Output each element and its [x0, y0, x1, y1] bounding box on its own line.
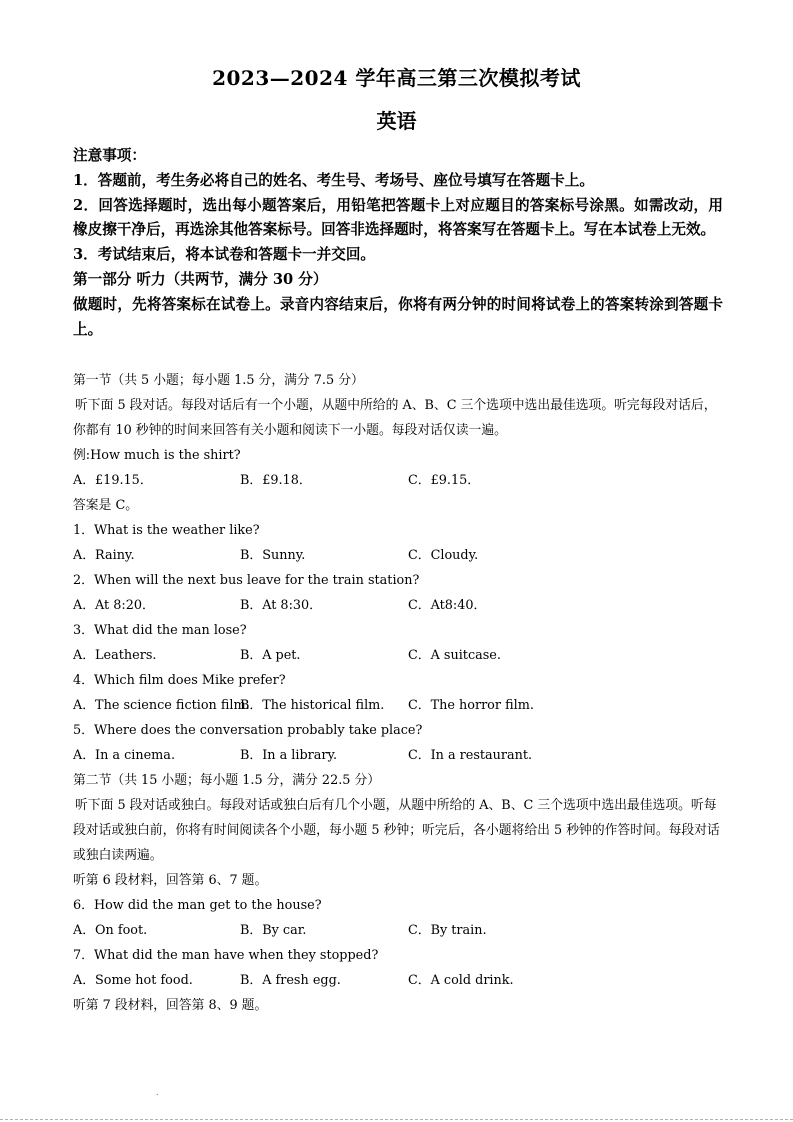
- section1-heading: 第一节（共 5 小题；每小题 1.5 分，满分 7.5 分）: [73, 373, 364, 388]
- question-5-option-a: A．In a cinema.: [73, 748, 176, 763]
- question-6-option-a: A．On foot.: [73, 923, 148, 938]
- section2-instructions: 听下面 5 段对话或独白。每段对话或独白后有几个小题，从题中所给的 A、B、C 三个选项中选出最佳选项。听每段对话或独白前，你将有时间阅读各个小题，每小题 5 秒钟；听完后，各小题将给出 5 秒钟的作答时间。每段对话或独白读两遍。: [73, 798, 720, 863]
- section2-heading: 第二节（共 15 小题；每小题 1.5 分，满分 22.5 分）: [73, 773, 381, 788]
- material-7-note: 听第 7 段材料，回答第 8、9 题。: [73, 998, 268, 1013]
- question-6-option-b: B．By car.: [240, 923, 307, 938]
- question-2: 2．When will the next bus leave for the train station?: [73, 573, 420, 588]
- example-option-a: A．£19.15．: [73, 473, 153, 488]
- notes-block: [73, 144, 723, 342]
- page-bottom-rule: [0, 1119, 793, 1120]
- question-1: 1．What is the weather like?: [73, 523, 260, 538]
- question-7-option-b: B．A fresh egg.: [240, 973, 341, 988]
- question-2-option-b: B．At 8:30．: [240, 598, 322, 613]
- material-6-note: 听第 6 段材料，回答第 6、7 题。: [73, 873, 268, 888]
- question-1-option-b: B．Sunny.: [240, 548, 306, 563]
- note-item-1: 1．答题前，考生务必将自己的姓名、考生号、考场号、座位号填写在答题卡上。: [73, 171, 594, 189]
- question-1-options: [73, 543, 725, 568]
- footer-mark: .: [156, 1088, 159, 1097]
- question-7: 7．What did the man have when they stopped?: [73, 948, 379, 963]
- example-option-b: B．£9.18．: [240, 473, 312, 488]
- notes-heading: 注意事项：: [73, 147, 146, 164]
- question-3-options: [73, 643, 725, 668]
- question-5-option-b: B．In a library.: [240, 748, 338, 763]
- question-3-option-b: B．A pet.: [240, 648, 301, 663]
- question-5: 5．Where does the conversation probably take place?: [73, 723, 423, 738]
- question-7-options: [73, 968, 725, 993]
- part1-title: 第一部分 听力（共两节，满分 30 分）: [73, 270, 328, 288]
- example-options: [73, 468, 725, 493]
- question-4: 4．Which film does Mike prefer?: [73, 673, 286, 688]
- note-item-3: 3．考试结束后，将本试卷和答题卡一并交回。: [73, 246, 376, 264]
- question-2-options: [73, 593, 725, 618]
- part1-instructions: 做题时，先将答案标在试卷上。录音内容结束后，你将有两分钟的时间将试卷上的答案转涂到答题卡上。: [73, 295, 723, 338]
- question-6: 6．How did the man get to the house?: [73, 898, 322, 913]
- question-6-options: [73, 918, 725, 943]
- question-3-option-a: A．Leathers.: [73, 648, 157, 663]
- question-7-option-c: C．A cold drink.: [408, 973, 514, 988]
- question-4-options: [73, 693, 725, 718]
- question-5-option-c: C．In a restaurant.: [408, 748, 533, 763]
- example-answer: 答案是 C。: [73, 498, 139, 513]
- question-6-option-c: C．By train.: [408, 923, 487, 938]
- question-4-option-a: A．The science fiction film.: [73, 698, 250, 713]
- example-question: 例:How much is the shirt?: [73, 448, 241, 463]
- question-2-option-c: C．At8:40．: [408, 598, 487, 613]
- note-item-2: 2．回答选择题时，选出每小题答案后，用铅笔把答题卡上对应题目的答案标号涂黑。如需改动，用橡皮擦干净后，再选涂其他答案标号。回答非选择题时，将答案写在答题卡上。写在本试卷上无效。: [73, 196, 723, 239]
- subject-title: 英语: [376, 109, 417, 133]
- question-5-options: [73, 743, 725, 768]
- example-option-c: C．£9.15．: [408, 473, 481, 488]
- question-3-option-c: C．A suitcase.: [408, 648, 501, 663]
- section1-instructions: 听下面 5 段对话。每段对话后有一个小题，从题中所给的 A、B、C 三个选项中选出最佳选项。听完每段对话后，你都有 10 秒钟的时间来回答有关小题和阅读下一小题。每段对话仅读一遍。: [73, 398, 717, 438]
- question-4-option-b: B．The historical film.: [240, 698, 385, 713]
- listening-body: [73, 368, 725, 1018]
- question-7-option-a: A．Some hot food.: [73, 973, 193, 988]
- question-2-option-a: A．At 8:20．: [73, 598, 155, 613]
- question-3: 3．What did the man lose?: [73, 623, 247, 638]
- question-1-option-a: A．Rainy.: [73, 548, 135, 563]
- question-1-option-c: C．Cloudy.: [408, 548, 479, 563]
- exam-title: 2023—2024 学年高三第三次模拟考试: [212, 66, 581, 90]
- question-4-option-c: C．The horror film.: [408, 698, 534, 713]
